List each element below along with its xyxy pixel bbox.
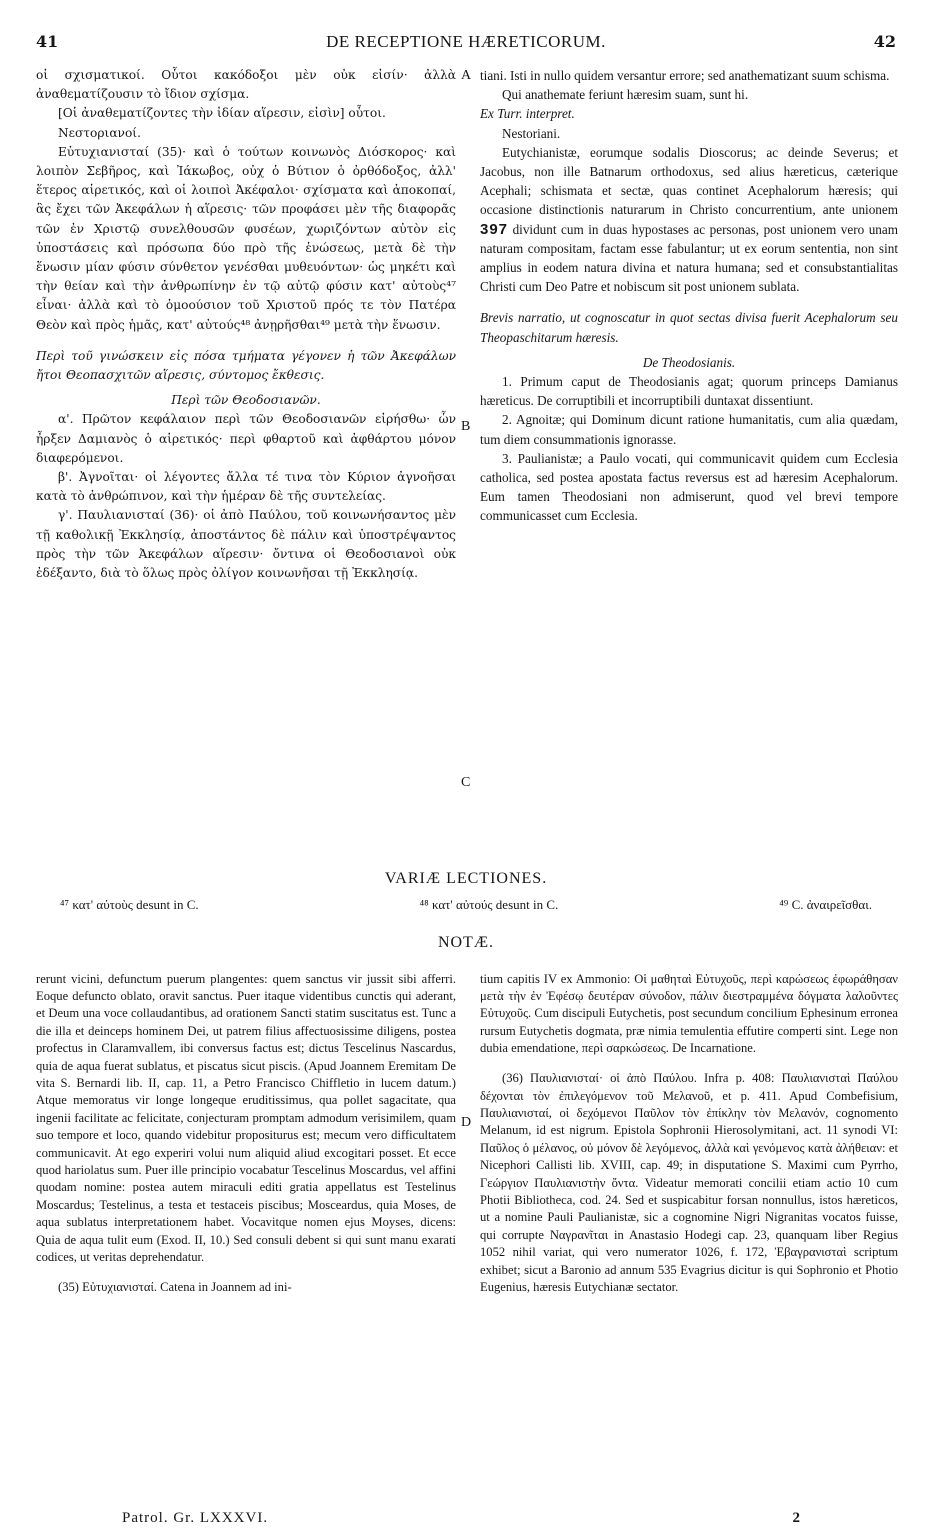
notes-left-column [36,958,456,1309]
variae-line [60,897,872,913]
latin-column [480,66,898,526]
note-35-start: (35) Εὐτυχιανισταί. Catena in Joannem ad ini- [58,1280,292,1295]
latin-paragraph-1: tiani. Isti in nullo quidem versantur errore; sed anathematizant suum schisma. [480,68,890,83]
series-signature: Patrol. Gr. LXXXVI. [122,1510,269,1526]
page-number-right: 42 [873,32,896,51]
latin-item-3: 3. Paulianistæ; a Paulo vocati, qui communicavit quidem cum Ecclesia catholica, sed postea apostata factus reversus est ad hæresim Acephalorum. Eum tamen Theodosiani non admiserunt, quod vel brevi tempore communicasset cum Ecclesia. [480,450,898,524]
latin-paragraph-3: Nestoriani. [502,125,561,141]
marker-d: D [461,1115,472,1130]
margin-number: 397 [480,220,509,238]
marker-a: A [461,68,472,83]
marker-b: B [461,419,471,434]
greek-paragraph-4: Εὐτυχιανισταί (35)· καὶ ὁ τούτων κοινωνὸς Διόσκορος· καὶ λοιπὸν Σεβῆρος, καὶ Ἰάκωβος, οὐχ ὁ Βύτιον ὁ ὀρθόδοξος, ἀλλ' ἕτερος αἱρετικός, καὶ οἱ λοιποὶ Ἀκέφαλοι· σχίσματα καὶ ἀποκοπαί, ἃς ἔχει τῶν Ἀκεφάλων ἡ αἵρεσις· τῶν προφάσει μὲν τῆς διαφορᾶς τῶν ἐν Χριστῷ συνελθουσῶν φυσέων, χωριζόντων αὐτὸν εἰς ὑποστάσεις καὶ πρόσωπα δύο πρὸ τῆς ἑνώσεως, μετὰ δὲ τὴν ἕνωσιν μίαν φύσιν σύνθετον γενέσθαι μυθευόντων· ὡς μηκέτι καὶ τὴν θείαν καὶ τὴν ἀνθρωπίνην ἐν τῷ αὐτῷ φύσιν κατ' αὐτοὺς⁴⁷ εἶναι· ἀλλὰ καὶ τὸ ὁμοούσιον τοῦ Χριστοῦ πρός τε τὸν Πατέρα Θεὸν καὶ πρὸς ἡμᾶς, κατ' αὐτούς⁴⁸ ἀνῃρῆσθαι⁴⁹ μετὰ τὴν ἕνωσιν. [36,144,456,332]
latin-paragraph-4-text: Eutychianistæ, eorumque sodalis Dioscorus; ac deinde Severus; et Jacobus, non ille Batnarum orthodoxus, sed alius hæreticus, cæterique Acephali; schismata et sectæ, quas continet Acephalorum hæresis; qui occasione distinctionis naturarum in Christo concurrentium, ante unionem [480,144,898,218]
note-continued: rerunt vicini, defunctum puerum plangentes: quem sanctus vir jussit sibi afferri. Eoque defuncto oblato, oravit sanctus. Puer itaque videntibus cunctis qui aderant, et Deum una voce collaudantibus, ad orationem Sancti statim suscitatus est. Tunc a die illa et deinceps hominem Dei, ut patrem filius affectuosissime diligens, postea profectus in Claramvallem, ibi conversus factus est; dictus Tescelinus Nascardus, quia de aqua fuerat sublatus, et piscatus sicut piscis. (Apud Joannem Eremitam De vita S. Bernardi lib. II, cap. 11, a Petro Francisco Chiffletio in lucem datum.) Atque memoratus vir longe longeque eruditissimus, qua pollet sagacitate, qua ingenii facilitate ac felicitate, conjecturam promptam admodum verisimilem, quam suo tempore et loco, quando videbitur propositurus est; mecum vero difficultatem communicavit. At ego experiri volui num aliquid aliud excogitari posset. Et ecce quod hariolatus sum. Puer ille principio vocabatur Tescelinus Moscardus, vel affini quodam nomine: postea autem miraculi editi gratia appellatus est Testelinus Moscardus; Testelinus, a testa et testaceis piscibus; Mosceardus, quia Moses, de aqua sublatus interpretationem habet. Vocavitque nomen ejus Moyses, dicens: Quia de aqua tulit eum (Exod. II, 10.) Sed consuli debent si qui sunt manu exarati codices, ut veritas deprehendatur. [36,971,456,1265]
latin-section-title: Brevis narratio, ut cognoscatur in quot sectas divisa fuerit Acephalorum seu Theopaschitarum hæresis. [480,310,898,345]
greek-paragraph-2: [Οἱ ἀναθεματίζοντες τὴν ἰδίαν αἵρεσιν, εἰσὶν] οὗτοι. [58,106,386,121]
greek-column [36,66,456,583]
latin-subheading: De Theodosianis. [642,354,736,370]
latin-paragraph-4 [480,143,898,297]
latin-item-1: 1. Primum caput de Theodosianis agat; quorum princeps Damianus hæreticus. De corruptibili et incorruptibili duntaxat dissentiunt. [480,374,898,409]
greek-section-title: Περὶ τοῦ γινώσκειν εἰς πόσα τμήματα γέγονεν ἡ τῶν Ἀκεφάλων ἤτοι Θεοπασχιτῶν αἵρεσις, σύντομος ἔκθεσις. [36,348,456,383]
greek-paragraph-1: οἱ σχισματικοί. Οὗτοι κακόδοξοι μὲν οὐκ εἰσίν· ἀλλὰ ἀναθεματίζουσιν τὸ ἴδιον σχίσμα. [36,68,456,102]
page-footer [36,1510,896,1532]
greek-paragraph-3: Νεστοριανοί. [58,125,141,140]
latin-paragraph-2: Qui anathemate feriunt hæresim suam, sunt hi. [502,87,749,103]
latin-paragraph-4-rest: dividunt cum in duas hypostases ac personas, post unionem vero unam naturam compositam, factam esse fabulantur; ut ex eorum sententia, non sint amplius in eodem natura divina et natura humana; sed et consubstantialitas Christi cum Deo Patre et nobiscum sit post unionem sublata. [480,221,899,295]
latin-item-2: 2. Agnoitæ; qui Dominum dicunt ratione humanitatis, cum alia quædam, tum diem consummationis ignorasse. [480,412,898,447]
greek-item-3: γ'. Παυλιανισταί (36)· οἱ ἀπὸ Παύλου, τοῦ κοινωνήσαντος μὲν τῇ καθολικῇ Ἐκκλησίᾳ, ἀποστάντος δὲ πάλιν καὶ ὑποστρέψαντος πρὸς τὴν τῶν Ἀκεφάλων αἵρεσιν· ὄντινα οἱ Θεοδοσιανοὶ οὐκ ἐδέξαντο, διὰ τὸ ὅλως πρὸς ὀλίγον κοινωνῆσαι τῇ Ἐκκλησίᾳ. [36,508,456,581]
variant-49: ⁴⁹ C. ἀναιρεῖσθαι. [779,897,872,912]
note-36: (36) Παυλιανισταί· οἱ ἀπὸ Παύλου. Infra p. 408: Παυλιανισταὶ Παύλου δέχονται τὸν ἐπιλεγόμενον τοῦ Μελανοῦ, et p. 411. Apud Combefisium, Παυλιανισταί, οἱ δεχόμενοι Παῦλον τὸν ἐπίκλην τὸν Μελανόν, cognomento Melanum, id est nigrum. Epistola Sophronii Hierosolymitani, act. 11 synodi VI: Παῦλος ὁ μέλανος, οὐ μόνον δὲ λεγόμενος, ἀλλὰ καὶ γενόμενος κατὰ ἀλήθειαν: et Nicephori Callisti lib. XVIII, cap. 49; in disputatione S. Maximi cum Pyrrho, Γεώργιον Παυλιανιστὴν ὄντα. Videatur memorati concilii etiam actio 10 cum Photii Bibliotheca, cod. 24. Sed et suspicabitur forsan nonnullus, istos hæreticos, ut a nomine Pauli Paulianistæ, sic a cognomine Nigri Nigranitas vocatos fuisse, qui corrupte Ναγρανῖται in Anastasio Hodegi cap. 23, quanquam liber Regius 1052 nihil variat, qui vero numerator 1026, f. 172, Ἐβαγρανισταὶ scriptum exhibet; sicut a Baronio ad annum 535 Evagrius dicitur is qui Sophronio et Photio Eugenius, hæresis Eutychianæ sectator. [480,1071,898,1295]
variant-47: ⁴⁷ κατ' αὐτοὺς desunt in C. [60,897,199,912]
running-title: DE RECEPTIONE HÆRETICORUM. [326,32,606,51]
greek-item-2: β'. Ἀγνοῖται· οἱ λέγοντες ἄλλα τέ τινα τὸν Κύριον ἀγνοῆσαι κατὰ τὸ ἀνθρώπινον, καὶ τὴν ἡμέραν δὲ τῆς συντελείας. [36,470,456,504]
note-35-continued: tium capitis IV ex Ammonio: Οἱ μαθηταὶ Εὐτυχοῦς, περὶ καρώσεως ἐφωράθησαν μετὰ τὴν ἐν Ἐφέσῳ δευτέραν σύνοδον, πάλιν διεστραμμένα δόγματα λαλοῦντες Εὐτυχοῦς. Cum discipuli Eutychetis, post secundum concilium Ephesinum erronea rursum Eutychetis dogmata, præ nimia temulentia effutire comperti sint. Lege non dubia emendatione, περὶ σαρκώσεως. De Incarnatione. [480,971,898,1056]
notae-heading: NOTÆ. [437,934,495,951]
marker-c: C [461,775,471,790]
greek-subheading: Περὶ τῶν Θεοδοσιανῶν. [171,393,321,408]
latin-source-note: Ex Turr. interpret. [480,106,575,122]
variant-48: ⁴⁸ κατ' αὐτούς desunt in C. [419,897,559,912]
page-number-left: 41 [36,32,59,51]
notes-right-column [480,958,898,1309]
running-header [36,32,896,56]
signature-number: 2 [792,1510,800,1526]
variae-heading: VARIÆ LECTIONES. [384,870,548,887]
greek-item-1: α'. Πρῶτον κεφάλαιον περὶ τῶν Θεοδοσιανῶν εἰρήσθω· ὧν ἦρξεν Δαμιανὸς ὁ αἱρετικός· περὶ φθαρτοῦ καὶ ἀφθάρτου μόνον διαφερόμενοι. [36,412,456,465]
